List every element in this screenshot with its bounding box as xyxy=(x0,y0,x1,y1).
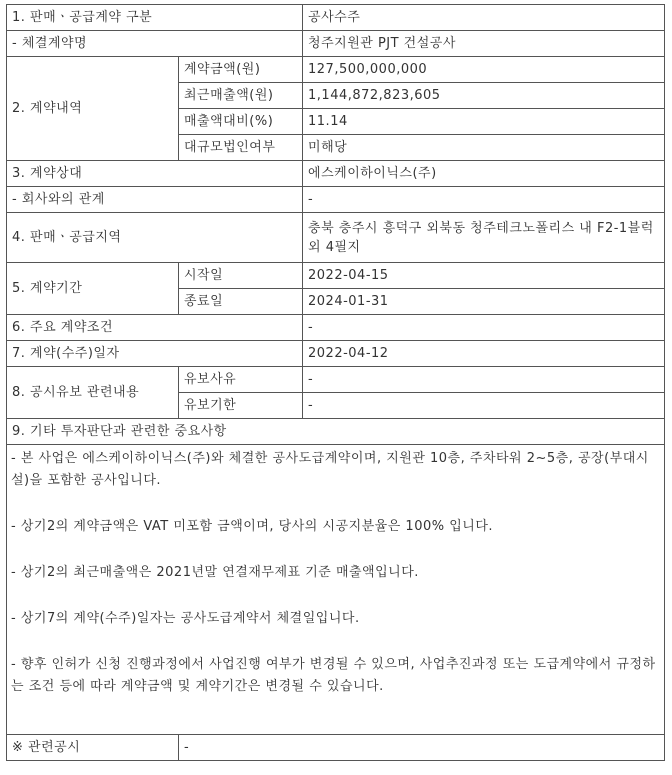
contract-disclosure-table xyxy=(6,4,665,761)
counterparty-label: 3. 계약상대 xyxy=(7,161,303,187)
deferral-reason-value: - xyxy=(303,367,665,393)
related-disclosure-label: ※ 관련공시 xyxy=(7,735,179,761)
deferral-deadline-label: 유보기한 xyxy=(179,393,303,419)
period-end-value: 2024-01-31 xyxy=(303,289,665,315)
row-period-start xyxy=(7,263,665,289)
row-conditions xyxy=(7,315,665,341)
recent-sales-value: 1,144,872,823,605 xyxy=(303,83,665,109)
large-corp-value: 미해당 xyxy=(303,135,665,161)
row-other-header xyxy=(7,419,665,445)
deferral-label: 8. 공시유보 관련내용 xyxy=(7,367,179,419)
counterparty-value: 에스케이하이닉스(주) xyxy=(303,161,665,187)
conditions-value: - xyxy=(303,315,665,341)
contract-type-value: 공사수주 xyxy=(303,5,665,31)
row-relation xyxy=(7,187,665,213)
relation-value: - xyxy=(303,187,665,213)
supply-region-value: 충북 충주시 흥덕구 외북동 청주테크노폴리스 내 F2-1블럭 외 4필지 xyxy=(303,213,665,263)
other-matters-label: 9. 기타 투자판단과 관련한 중요사항 xyxy=(7,419,665,445)
contract-name-label: - 체결계약명 xyxy=(7,31,303,57)
row-deferral-reason xyxy=(7,367,665,393)
row-counterparty xyxy=(7,161,665,187)
deferral-deadline-value: - xyxy=(303,393,665,419)
disclosure-document xyxy=(6,4,665,761)
note-item: - 상기2의 계약금액은 VAT 미포함 금액이며, 당사의 시공지분율은 100% 입니다. xyxy=(11,519,494,534)
other-notes-cell xyxy=(7,445,665,735)
deferral-reason-label: 유보사유 xyxy=(179,367,303,393)
large-corp-label: 대규모법인여부 xyxy=(179,135,303,161)
row-supply-region xyxy=(7,213,665,263)
note-item: - 상기7의 계약(수주)일자는 공사도급계약서 체결일입니다. xyxy=(11,611,360,626)
conditions-label: 6. 주요 계약조건 xyxy=(7,315,303,341)
row-related-disclosure xyxy=(7,735,665,761)
contract-date-label: 7. 계약(수주)일자 xyxy=(7,341,303,367)
row-contract-name xyxy=(7,31,665,57)
related-disclosure-value: - xyxy=(179,735,665,761)
note-item: - 향후 인허가 신청 진행과정에서 사업진행 여부가 변경될 수 있으며, 사업추진과정 또는 도급계약에서 규정하는 조건 등에 따라 계약금액 및 계약기간은 변경될 수 있습니다. xyxy=(11,657,656,694)
sales-ratio-value: 11.14 xyxy=(303,109,665,135)
row-other-notes xyxy=(7,445,665,735)
period-start-label: 시작일 xyxy=(179,263,303,289)
contract-name-value: 청주지원관 PJT 건설공사 xyxy=(303,31,665,57)
period-start-value: 2022-04-15 xyxy=(303,263,665,289)
row-contract-type xyxy=(7,5,665,31)
row-contract-amount xyxy=(7,57,665,83)
contract-period-label: 5. 계약기간 xyxy=(7,263,179,315)
sales-ratio-label: 매출액대비(%) xyxy=(179,109,303,135)
note-item: - 상기2의 최근매출액은 2021년말 연결재무제표 기준 매출액입니다. xyxy=(11,565,419,580)
recent-sales-label: 최근매출액(원) xyxy=(179,83,303,109)
contract-details-label: 2. 계약내역 xyxy=(7,57,179,161)
period-end-label: 종료일 xyxy=(179,289,303,315)
contract-type-label: 1. 판매ㆍ공급계약 구분 xyxy=(7,5,303,31)
note-item: - 본 사업은 에스케이하이닉스(주)와 체결한 공사도급계약이며, 지원관 10층, 주차타워 2~5층, 공장(부대시설)을 포함한 공사입니다. xyxy=(11,451,649,488)
supply-region-label: 4. 판매ㆍ공급지역 xyxy=(7,213,303,263)
contract-amount-label: 계약금액(원) xyxy=(179,57,303,83)
contract-date-value: 2022-04-12 xyxy=(303,341,665,367)
row-contract-date xyxy=(7,341,665,367)
relation-label: - 회사와의 관계 xyxy=(7,187,303,213)
contract-amount-value: 127,500,000,000 xyxy=(303,57,665,83)
